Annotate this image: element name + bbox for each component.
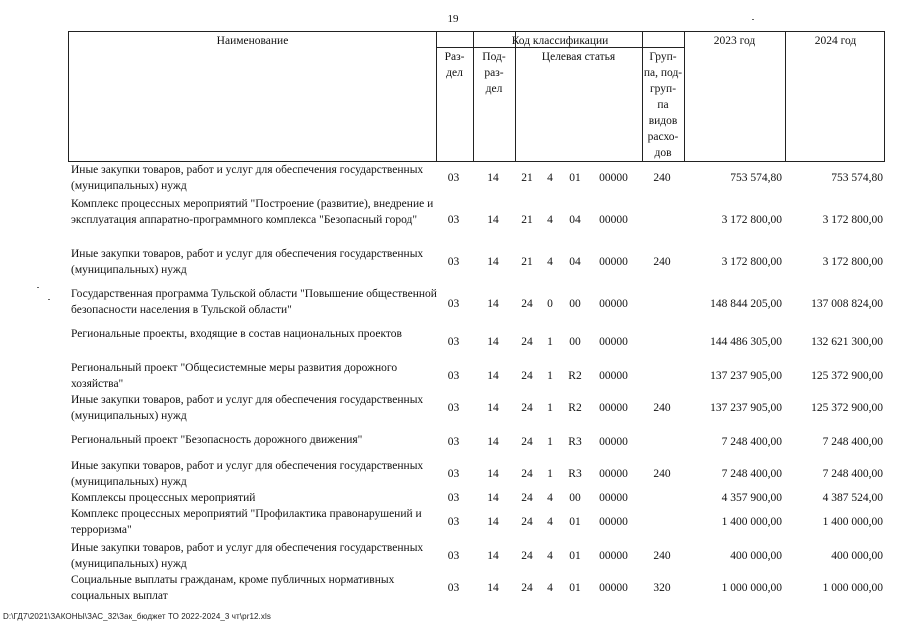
- row-name: Иные закупки товаров, работ и услуг для обеспечения государственных (муниципальных) нужд: [71, 164, 424, 192]
- row-code-g: 240: [653, 550, 671, 562]
- row-code-c: 00: [569, 336, 581, 348]
- row-code-a: 24: [521, 582, 533, 594]
- row-code-b: 1: [547, 370, 553, 382]
- row-amount-2024: 3 172 800,00: [822, 214, 883, 226]
- row-code-r: 03: [447, 550, 460, 562]
- row-name: Иные закупки товаров, работ и услуг для обеспечения государственных (муниципальных) нужд: [71, 248, 424, 276]
- row-name: Социальные выплаты гражданам, кроме публичных нормативных социальных выплат: [71, 574, 395, 602]
- row-name: Иные закупки товаров, работ и услуг для обеспечения государственных (муниципальных) нужд: [71, 394, 424, 422]
- header-podrazdel: Под- раз- дел: [482, 51, 506, 95]
- row-code-a: 24: [521, 550, 533, 562]
- row-name: Комплексы процессных мероприятий: [71, 492, 256, 504]
- row-code-r: 03: [447, 172, 460, 184]
- row-name: Региональные проекты, входящие в состав национальных проектов: [71, 328, 402, 340]
- row-amount-2024: 7 248 400,00: [822, 468, 883, 480]
- table-row: [68, 458, 885, 490]
- row-code-b: 4: [547, 492, 553, 504]
- row-code-b: 1: [547, 468, 553, 480]
- row-amount-2023: 1 000 000,00: [721, 582, 782, 594]
- row-amount-2024: 137 008 824,00: [811, 298, 883, 310]
- row-amount-2023: 3 172 800,00: [721, 256, 782, 268]
- row-code-c: 00: [569, 298, 581, 310]
- row-code-d: 00000: [599, 402, 628, 414]
- row-code-d: 00000: [599, 468, 628, 480]
- row-amount-2024: 753 574,80: [831, 172, 883, 184]
- row-code-pr: 14: [487, 468, 499, 480]
- row-code-c: 01: [569, 550, 581, 562]
- table-row: [68, 360, 885, 392]
- row-code-a: 24: [521, 336, 533, 348]
- row-code-d: 00000: [599, 214, 628, 226]
- scan-speck: [48, 299, 50, 300]
- row-amount-2023: 137 237 905,00: [710, 402, 782, 414]
- row-code-b: 4: [547, 172, 553, 184]
- row-code-d: 00000: [599, 256, 628, 268]
- row-code-b: 1: [547, 402, 553, 414]
- row-code-g: 240: [653, 256, 671, 268]
- row-amount-2024: 132 621 300,00: [811, 336, 883, 348]
- row-name: Региональный проект "Общесистемные меры развития дорожного хозяйства": [71, 362, 398, 390]
- row-amount-2024: 1 400 000,00: [822, 516, 883, 528]
- header-group: Груп- па, под- груп- па видов расхо- дов: [643, 51, 683, 159]
- row-name: Комплекс процессных мероприятий "Профилактика правонарушений и терроризма": [71, 508, 422, 536]
- table-row: [68, 196, 885, 244]
- row-amount-2023: 144 486 305,00: [710, 336, 782, 348]
- row-code-r: 03: [447, 298, 460, 310]
- row-name: Государственная программа Тульской области "Повышение общественной безопасности населения в Тульской области": [71, 288, 437, 316]
- row-name: Иные закупки товаров, работ и услуг для обеспечения государственных (муниципальных) нужд: [71, 460, 424, 488]
- table-header: [68, 31, 885, 162]
- table-row: [68, 162, 885, 194]
- row-code-d: 00000: [599, 516, 628, 528]
- row-amount-2023: 400 000,00: [730, 550, 782, 562]
- row-code-c: 01: [569, 516, 581, 528]
- row-code-g: 240: [653, 172, 671, 184]
- row-code-b: 4: [547, 214, 553, 226]
- row-code-pr: 14: [487, 256, 499, 268]
- row-amount-2023: 1 400 000,00: [721, 516, 782, 528]
- row-amount-2023: 753 574,80: [730, 172, 782, 184]
- row-code-g: 320: [653, 582, 671, 594]
- row-amount-2023: 7 248 400,00: [721, 468, 782, 480]
- table-row: [68, 246, 885, 278]
- row-code-b: 4: [547, 550, 553, 562]
- row-code-d: 00000: [599, 492, 628, 504]
- row-code-pr: 14: [487, 436, 499, 448]
- row-code-d: 00000: [599, 336, 628, 348]
- table-row: [68, 432, 885, 452]
- header-target: Целевая статья: [541, 51, 616, 63]
- row-code-c: R2: [568, 370, 582, 382]
- row-code-r: 03: [447, 492, 460, 504]
- row-amount-2024: 125 372 900,00: [811, 370, 883, 382]
- header-razdel: Раз- дел: [444, 51, 465, 79]
- scan-speck: [37, 287, 39, 288]
- row-code-c: 04: [569, 256, 581, 268]
- header-2023: 2023 год: [713, 35, 756, 47]
- page-number: 19: [447, 13, 459, 25]
- row-amount-2024: 4 387 524,00: [822, 492, 883, 504]
- row-code-c: 01: [569, 172, 581, 184]
- row-code-a: 24: [521, 370, 533, 382]
- row-code-b: 4: [547, 256, 553, 268]
- table-row: [68, 490, 885, 506]
- file-path-footer: D:\ГД7\2021\ЗАКОНЫ\ЗАС_32\Зак_бюджет ТО 2022-2024_3 чт\pr12.xls: [3, 612, 271, 621]
- row-amount-2023: 4 357 900,00: [721, 492, 782, 504]
- row-code-r: 03: [447, 436, 460, 448]
- row-code-d: 00000: [599, 172, 628, 184]
- row-amount-2024: 3 172 800,00: [822, 256, 883, 268]
- row-code-a: 24: [521, 516, 533, 528]
- header-code: Код классификации: [511, 35, 609, 47]
- row-code-r: 03: [447, 370, 460, 382]
- row-name: Комплекс процессных мероприятий "Построение (развитие), внедрение и эксплуатация аппаратно-программного комплекса "Безопасный город": [71, 198, 434, 226]
- row-code-pr: 14: [487, 336, 499, 348]
- row-code-d: 00000: [599, 550, 628, 562]
- header-2024: 2024 год: [814, 35, 857, 47]
- row-code-b: 0: [547, 298, 553, 310]
- row-code-a: 21: [521, 214, 533, 226]
- row-code-pr: 14: [487, 402, 499, 414]
- row-code-d: 00000: [599, 298, 628, 310]
- table-row: [68, 286, 885, 322]
- row-amount-2023: 137 237 905,00: [710, 370, 782, 382]
- row-code-r: 03: [447, 256, 460, 268]
- table-row: [68, 540, 885, 572]
- row-amount-2024: 400 000,00: [831, 550, 883, 562]
- row-code-d: 00000: [599, 582, 628, 594]
- row-code-d: 00000: [599, 436, 628, 448]
- row-code-a: 24: [521, 402, 533, 414]
- row-code-c: 04: [569, 214, 581, 226]
- row-code-g: 240: [653, 402, 671, 414]
- row-code-r: 03: [447, 468, 460, 480]
- row-code-a: 24: [521, 298, 533, 310]
- row-code-b: 4: [547, 516, 553, 528]
- table-row: [68, 572, 885, 604]
- row-code-pr: 14: [487, 172, 499, 184]
- row-code-g: 240: [653, 468, 671, 480]
- row-amount-2023: 3 172 800,00: [721, 214, 782, 226]
- row-code-r: 03: [447, 402, 460, 414]
- row-code-pr: 14: [487, 298, 499, 310]
- row-code-pr: 14: [487, 516, 499, 528]
- table-row: [68, 506, 885, 538]
- row-name: Иные закупки товаров, работ и услуг для обеспечения государственных (муниципальных) нужд: [71, 542, 424, 570]
- row-code-b: 1: [547, 436, 553, 448]
- row-code-r: 03: [447, 214, 460, 226]
- table-row: [68, 392, 885, 424]
- row-code-b: 1: [547, 336, 553, 348]
- row-code-b: 4: [547, 582, 553, 594]
- row-code-pr: 14: [487, 492, 499, 504]
- row-code-pr: 14: [487, 550, 499, 562]
- table-row: [68, 326, 885, 358]
- row-code-a: 21: [521, 256, 533, 268]
- scan-speck: [752, 19, 754, 20]
- row-code-c: R3: [568, 468, 582, 480]
- row-amount-2023: 7 248 400,00: [721, 436, 782, 448]
- row-name: Региональный проект "Безопасность дорожного движения": [71, 434, 363, 446]
- row-amount-2024: 125 372 900,00: [811, 402, 883, 414]
- row-code-c: R3: [568, 436, 582, 448]
- header-name: Наименование: [216, 35, 289, 47]
- row-code-a: 24: [521, 492, 533, 504]
- row-code-pr: 14: [487, 370, 499, 382]
- row-code-a: 21: [521, 172, 533, 184]
- row-code-r: 03: [447, 336, 460, 348]
- row-code-a: 24: [521, 436, 533, 448]
- row-code-c: R2: [568, 402, 582, 414]
- row-code-a: 24: [521, 468, 533, 480]
- row-amount-2023: 148 844 205,00: [710, 298, 782, 310]
- row-code-pr: 14: [487, 214, 499, 226]
- row-code-c: 00: [569, 492, 581, 504]
- row-code-pr: 14: [487, 582, 499, 594]
- row-code-r: 03: [447, 516, 460, 528]
- row-amount-2024: 7 248 400,00: [822, 436, 883, 448]
- row-code-c: 01: [569, 582, 581, 594]
- row-code-d: 00000: [599, 370, 628, 382]
- row-amount-2024: 1 000 000,00: [822, 582, 883, 594]
- row-code-r: 03: [447, 582, 460, 594]
